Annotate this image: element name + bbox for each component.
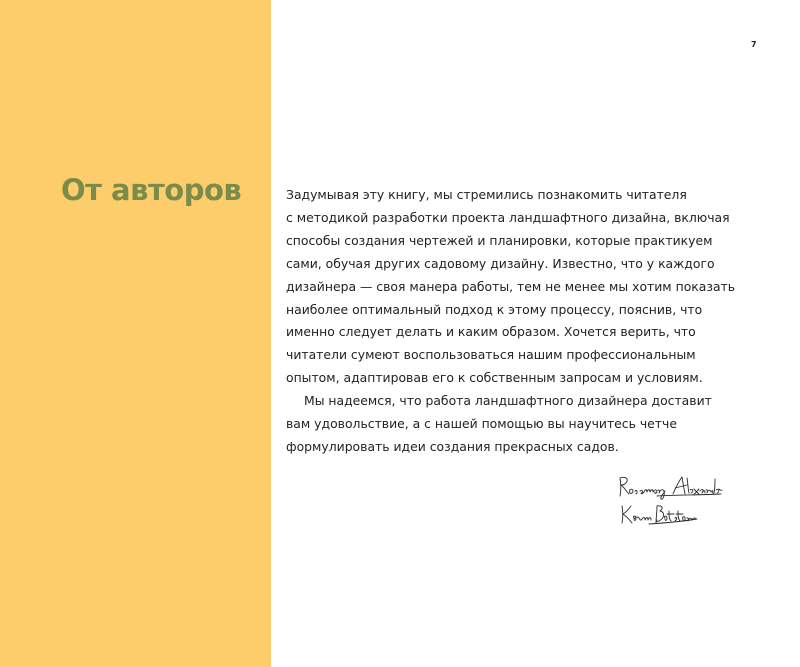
body-line: вам удовольствие, а с нашей помощью вы научитесь четче [286, 416, 677, 432]
sidebar-panel [0, 0, 271, 667]
signature-rosemary-alexander [617, 474, 723, 502]
body-line: наиболее оптимальный подход к этому процессу, пояснив, что [286, 301, 703, 317]
body-line: читатели сумеют воспользоваться нашим профессиональным [286, 347, 696, 363]
signature-karen-batstone [619, 502, 699, 528]
body-line: способы создания чертежей и планировки, которые практикуем [286, 232, 713, 248]
body-line: дизайнера — своя манера работы, тем не менее мы хотим показать [286, 278, 736, 294]
page-number: 7 [751, 40, 757, 49]
body-line: именно следует делать и каким образом. Хочется верить, что [286, 324, 696, 340]
body-text [286, 184, 746, 459]
body-line: с методикой разработки проекта ландшафтного дизайна, включая [286, 209, 730, 225]
body-line: Задумывая эту книгу, мы стремились познакомить читателя [286, 187, 687, 202]
body-line: Мы надеемся, что работа ландшафтного дизайнера доставит [304, 393, 712, 409]
body-line: формулировать идеи создания прекрасных садов. [286, 438, 619, 454]
section-title: От авторов [61, 173, 242, 207]
body-line: сами, обучая других садовому дизайну. Известно, что у каждого [286, 255, 715, 271]
body-line: опытом, адаптировав его к собственным запросам и условиям. [286, 370, 703, 386]
